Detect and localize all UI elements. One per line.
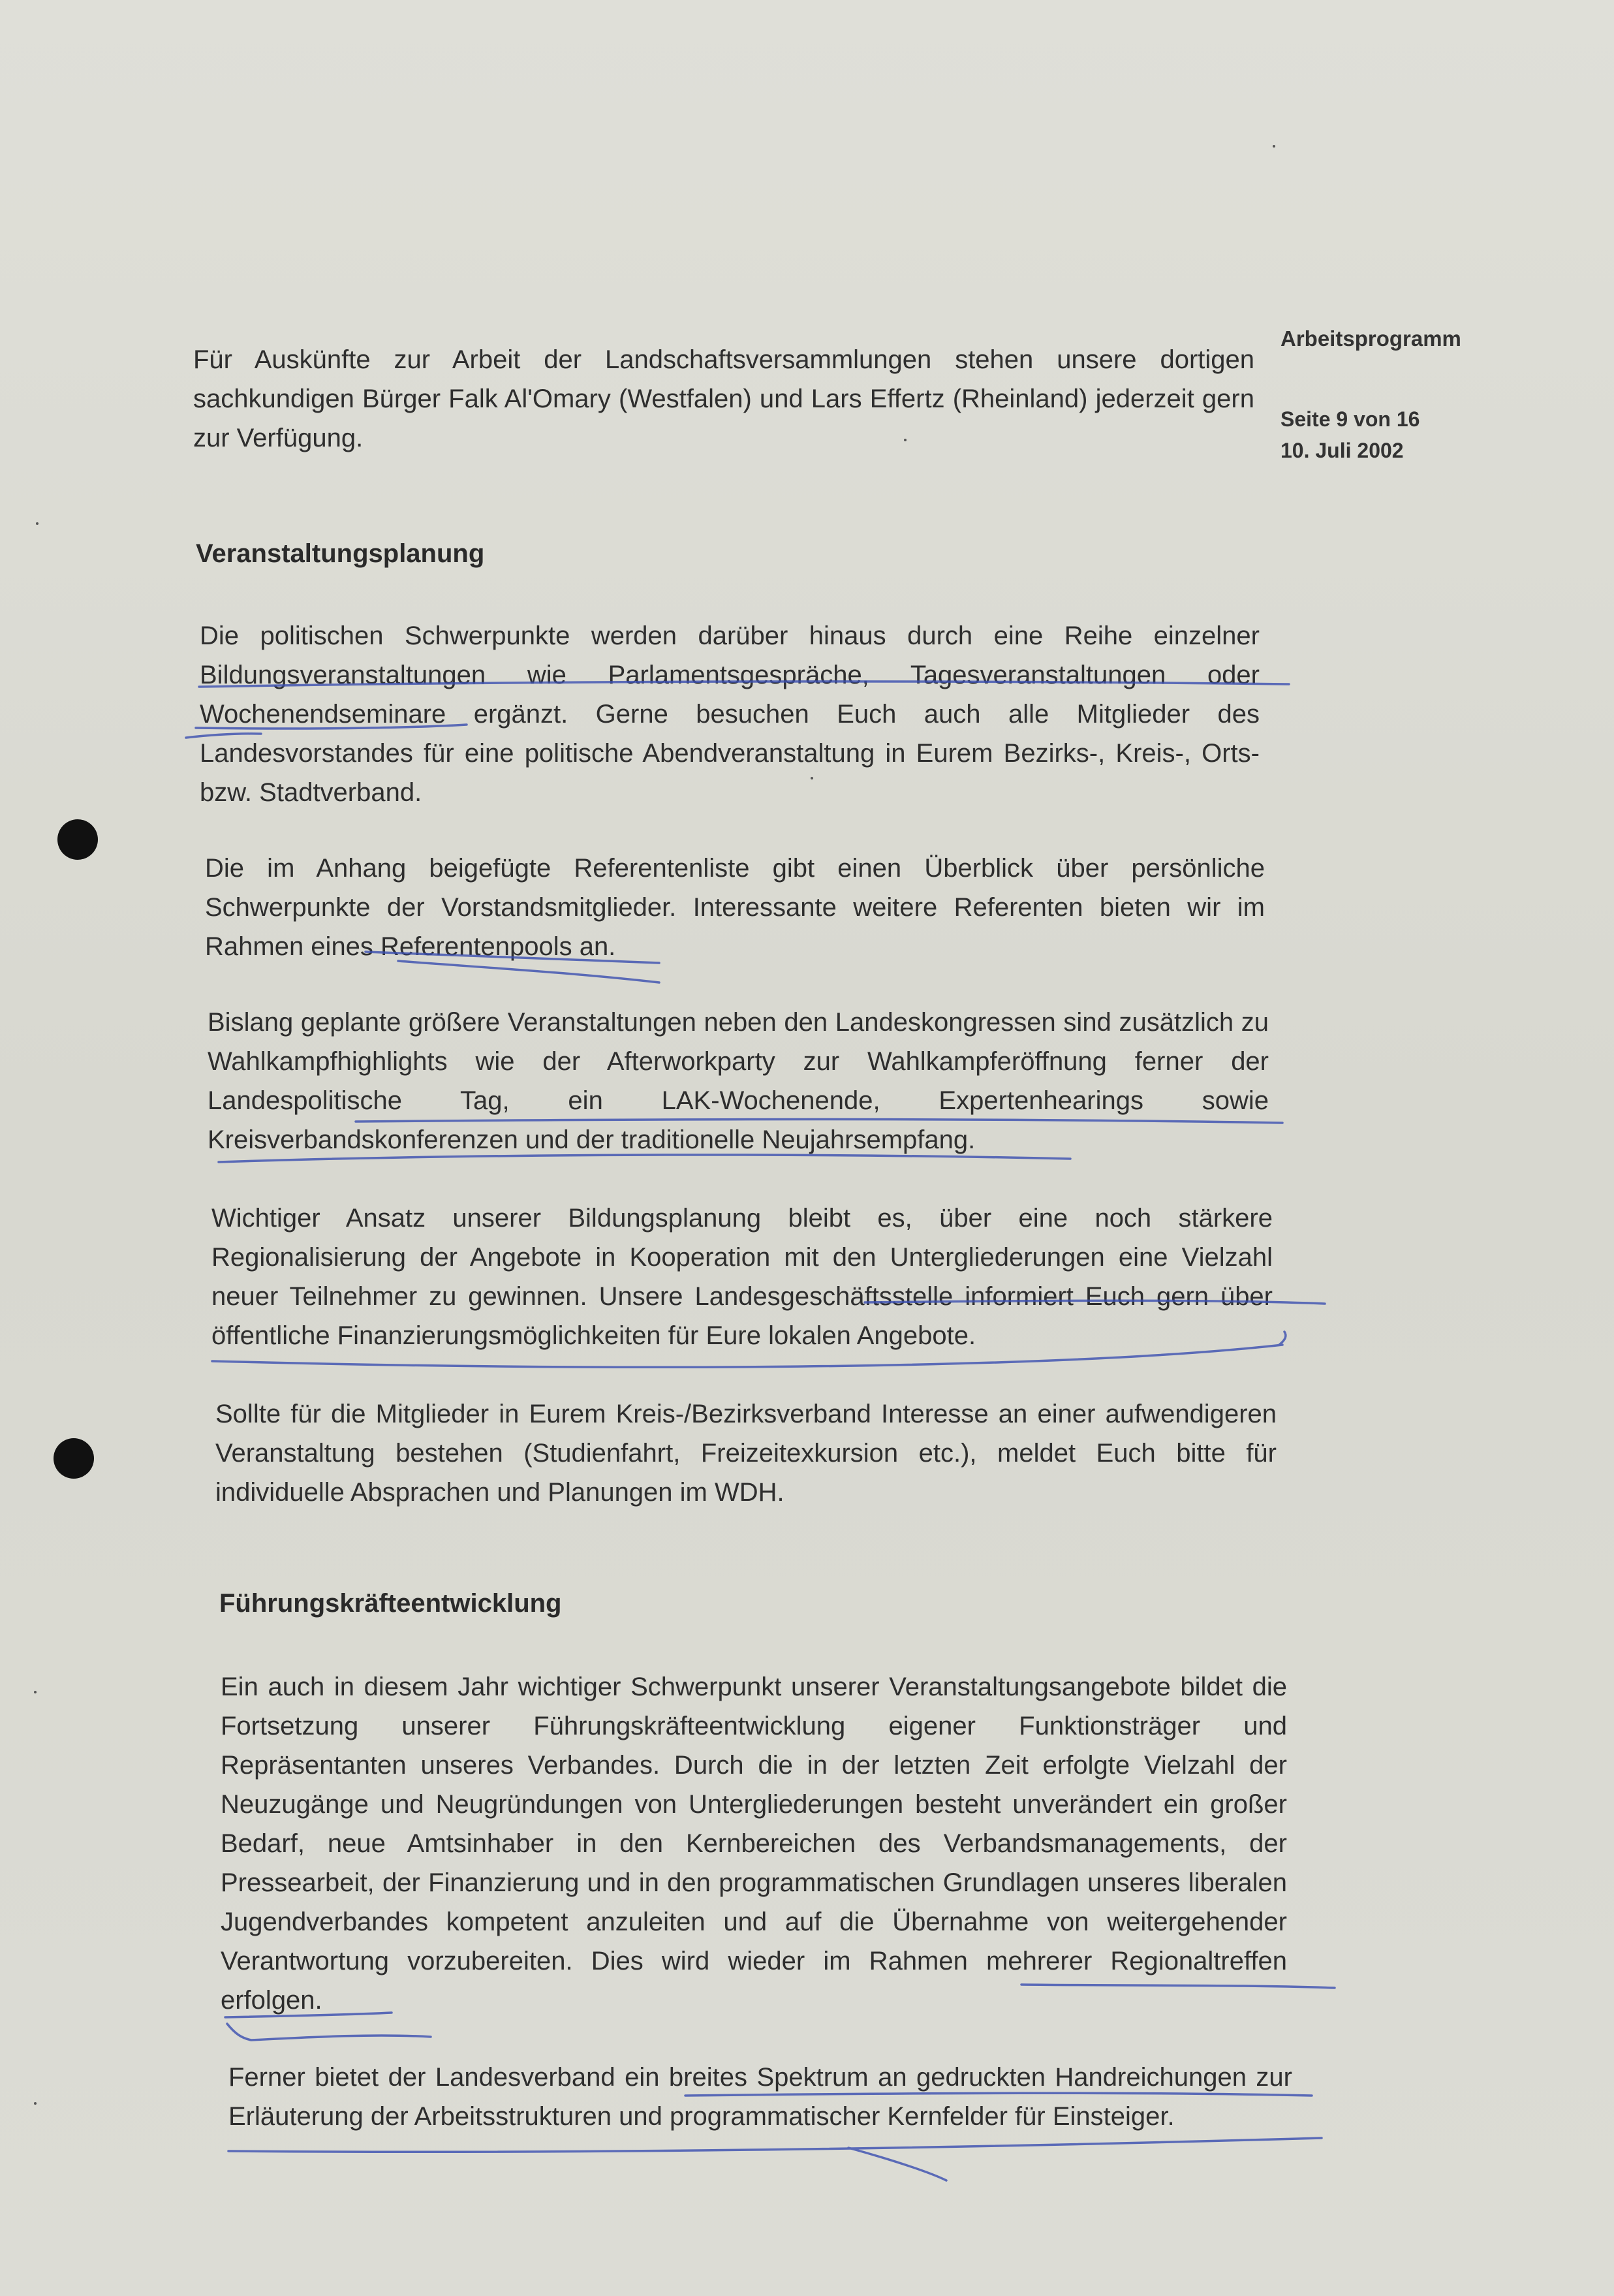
- punch-hole-upper: [57, 819, 98, 860]
- paragraph: Bislang geplante größere Veranstaltungen neben den Landeskongressen sind zusätzlich zu Wahlkampfhighlights wie der Afterworkparty zur Wahlkampferöffnung ferner der Landespolitische Tag, ein LAK-Wochenende, Expertenhearings sowie Kreisverbandskonferenzen und der traditionelle Neujahrsempfang.: [208, 1008, 1269, 1154]
- paragraph: Sollte für die Mitglieder in Eurem Kreis-/Bezirksverband Interesse an einer aufwendigeren Veranstaltung bestehen (Studienfahrt, Freizeitexkursion etc.), meldet Euch bitte für individuelle Absprachen und Planungen im WDH.: [215, 1400, 1277, 1507]
- paper-speck: [36, 522, 39, 525]
- document-type-label: Arbeitsprogramm: [1280, 326, 1461, 351]
- punch-hole-lower: [54, 1438, 94, 1479]
- paper-speck: [1273, 145, 1275, 148]
- paragraph: Ein auch in diesem Jahr wichtiger Schwerpunkt unserer Veranstaltungsangebote bildet die Fortsetzung unserer Führungskräfteentwicklung eigener Funktionsträger und Repräsentanten unseres Verbandes. Durch die in der letzten Zeit erfolgte Vielzahl der Neuzugänge und Neugründungen von Untergliederungen besteht unverändert ein großer Bedarf, neue Amtsinhaber in den Kernbereichen des Verbandsmanagements, der Pressearbeit, der Finanzierung und in den programmatischen Grundlagen unseres liberalen Jugendverbandes kompetent anzuleiten und auf die Übernahme von weitergehender Verantwortung vorzubereiten. Dies wird wieder im Rahmen mehrerer Regionaltreffen erfolgen.: [221, 1673, 1287, 2015]
- paragraph: Wichtiger Ansatz unserer Bildungsplanung bleibt es, über eine noch stärkere Regionalisierung der Angebote in Kooperation mit den Untergliederungen eine Vielzahl neuer Teilnehmer zu gewinnen. Unsere Landesgeschäftsstelle informiert Euch gern über öffentliche Finanzierungsmöglichkeiten für Eure lokalen Angebote.: [211, 1204, 1273, 1350]
- document-sidebar: [1280, 326, 1555, 466]
- paper-speck: [34, 2102, 37, 2105]
- section-heading-fuehrungskraefteentwicklung: Führungskräfteentwicklung: [219, 1589, 562, 1618]
- section-heading-veranstaltungsplanung: Veranstaltungsplanung: [196, 539, 485, 568]
- paragraph: Ferner bietet der Landesverband ein breites Spektrum an gedruckten Handreichungen zur Erläuterung der Arbeitsstrukturen und programmatischer Kernfelder für Einsteiger.: [228, 2063, 1292, 2131]
- paper-speck: [34, 1691, 37, 1693]
- intro-paragraph: Für Auskünfte zur Arbeit der Landschaftsversammlungen stehen unsere dortigen sachkundigen Bürger Falk Al'Omary (Westfalen) und Lars Effertz (Rheinland) jederzeit gern zur Verfügung.: [193, 345, 1254, 452]
- paragraph: Die politischen Schwerpunkte werden darüber hinaus durch eine Reihe einzelner Bildungsveranstaltungen wie Parlamentsgespräche, Tagesveranstaltungen oder Wochenendseminare ergänzt. Gerne besuchen Euch auch alle Mitglieder des Landesvorstandes für eine politische Abendveranstaltung in Eurem Bezirks-, Kreis-, Orts- bzw. Stadtverband.: [200, 621, 1260, 807]
- document-date: 10. Juli 2002: [1280, 439, 1404, 462]
- paragraph: Die im Anhang beigefügte Referentenliste gibt einen Überblick über persönliche Schwerpunkte der Vorstandsmitglieder. Interessante weitere Referenten bieten wir im Rahmen eines Referentenpools an.: [205, 854, 1265, 961]
- page-number: Seite 9 von 16: [1280, 407, 1420, 431]
